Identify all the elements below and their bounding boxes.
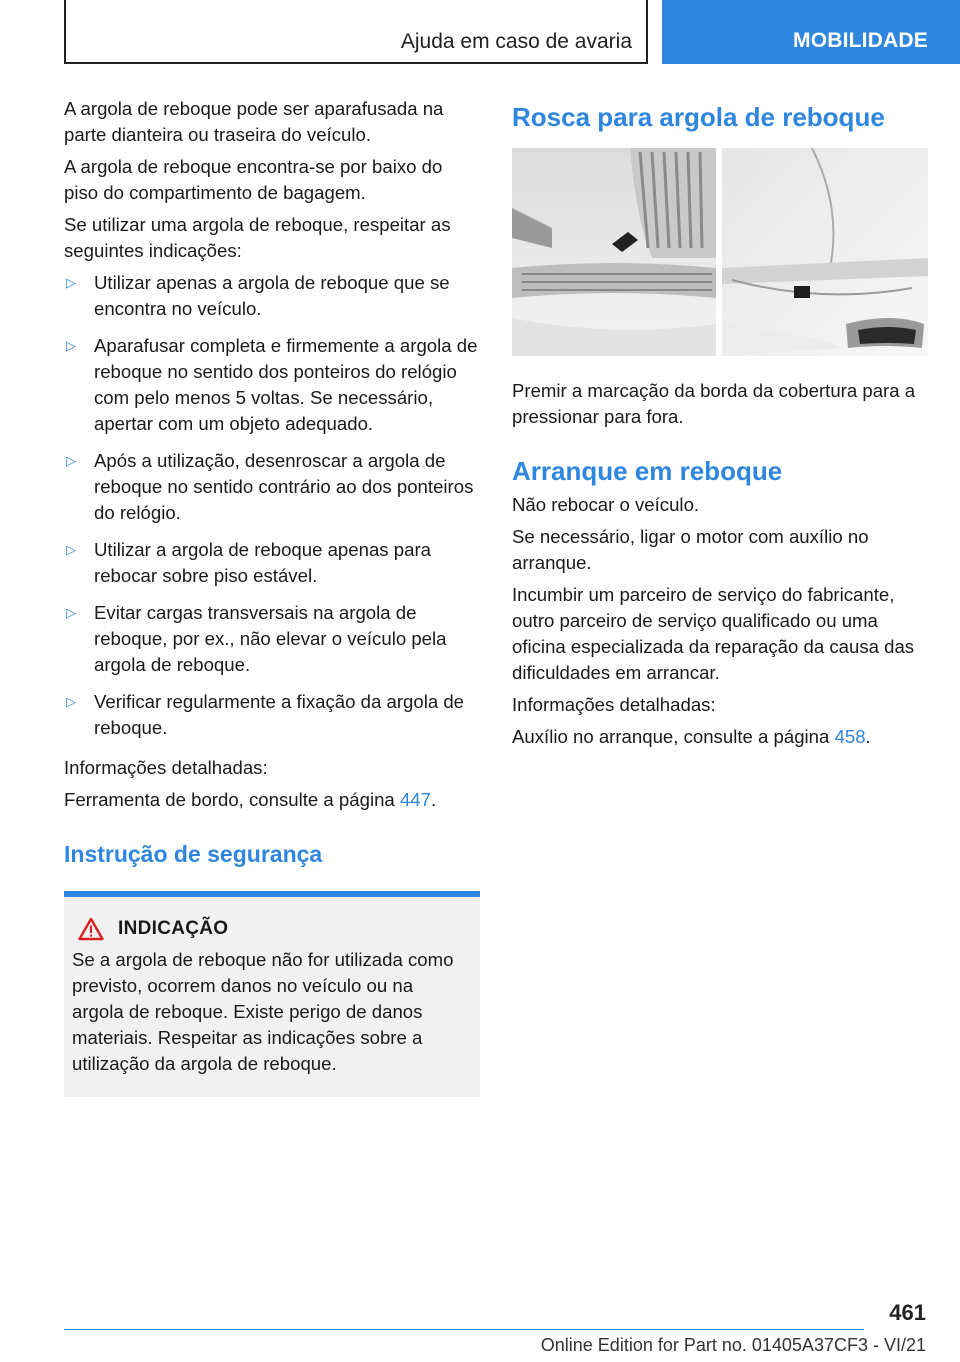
safety-heading: Instrução de segurança [64, 841, 323, 867]
page-reference-text: Ferramenta de bordo, consulte a página [64, 789, 400, 810]
list-item [64, 689, 478, 741]
page-reference-end: . [430, 789, 437, 810]
right-column [512, 100, 928, 756]
warning-triangle-icon [78, 917, 104, 941]
triangle-bullet-icon: ▷ [66, 542, 76, 557]
left-column [64, 96, 478, 1097]
section-heading-tow-start: Arranque em reboque [512, 456, 783, 486]
instruction-list [64, 270, 478, 741]
list-item [64, 537, 478, 589]
list-item-text: Verificar regularmente a fixação da argola de reboque. [94, 691, 465, 738]
page-link-458[interactable]: 458 [834, 726, 866, 747]
paragraph: A argola de reboque pode ser aparafusada na parte dianteira ou traseira do veículo. [64, 98, 444, 145]
list-item-text: Utilizar apenas a argola de reboque que se encontra no veículo. [94, 272, 450, 319]
paragraph: Não rebocar o veículo. [512, 494, 700, 515]
triangle-bullet-icon: ▷ [66, 694, 76, 709]
page-reference-text: Auxílio no arranque, consulte a página [512, 726, 835, 747]
list-item-text: Aparafusar completa e firmemente a argola de reboque no sentido dos ponteiros do relógio com pelo menos 5 voltas. Se necessário, apertar com um objeto adequado. [94, 335, 478, 434]
tow-hook-thread-illustration [512, 148, 928, 356]
image-caption: Premir a marcação da borda da cobertura para a pressionar para fora. [512, 380, 916, 427]
notice-text: Se a argola de reboque não for utilizada como previsto, ocorrem danos no veículo ou na argola de reboque. Existe perigo de danos materiais. Respeitar as indicações sobre a utilização da argola de reboque. [72, 949, 454, 1074]
info-label: Informações detalhadas: [64, 757, 268, 778]
page-number: 461 [889, 1300, 926, 1325]
header-chapter-label: MOBILIDADE [793, 29, 928, 52]
triangle-bullet-icon: ▷ [66, 338, 76, 353]
page-link-447[interactable]: 447 [399, 789, 431, 810]
section-heading: Rosca para argola de reboque [512, 102, 885, 132]
list-item [64, 270, 478, 322]
paragraph: Incumbir um parceiro de serviço do fabricante, outro parceiro de serviço qualificado ou uma oficina especializada da reparação da causa das dificuldades em arrancar. [512, 584, 915, 683]
list-item-text: Evitar cargas transversais na argola de reboque, por ex., não elevar o veículo pela argola de reboque. [94, 602, 447, 675]
list-item [64, 448, 478, 526]
header-section-box [64, 0, 648, 64]
list-item [64, 600, 478, 678]
header-section-title: Ajuda em caso de avaria [400, 30, 632, 53]
list-item-text: Utilizar a argola de reboque apenas para rebocar sobre piso estável. [94, 539, 431, 586]
footer-edition: Online Edition for Part no. 01405A37CF3 - VI/21 [540, 1335, 926, 1355]
page-reference [64, 787, 478, 813]
list-item [64, 333, 478, 437]
triangle-bullet-icon: ▷ [66, 275, 76, 290]
notice-header [72, 917, 466, 941]
header-chapter-tab[interactable] [662, 0, 960, 64]
footer-divider [64, 1329, 864, 1330]
info-label: Informações detalhadas: [512, 694, 716, 715]
paragraph: Se utilizar uma argola de reboque, respeitar as seguintes indicações: [64, 214, 451, 261]
triangle-bullet-icon: ▷ [66, 605, 76, 620]
paragraph: A argola de reboque encontra-se por baixo do piso do compartimento de bagagem. [64, 156, 443, 203]
page-reference [512, 724, 928, 750]
paragraph: Se necessário, ligar o motor com auxílio no arranque. [512, 526, 869, 573]
notice-box [64, 891, 480, 1097]
notice-title: INDICAÇÃO [118, 918, 229, 939]
list-item-text: Após a utilização, desenroscar a argola de reboque no sentido contrário ao dos ponteiros do relógio. [94, 450, 474, 523]
page-reference-end: . [865, 726, 871, 747]
triangle-bullet-icon: ▷ [66, 453, 76, 468]
